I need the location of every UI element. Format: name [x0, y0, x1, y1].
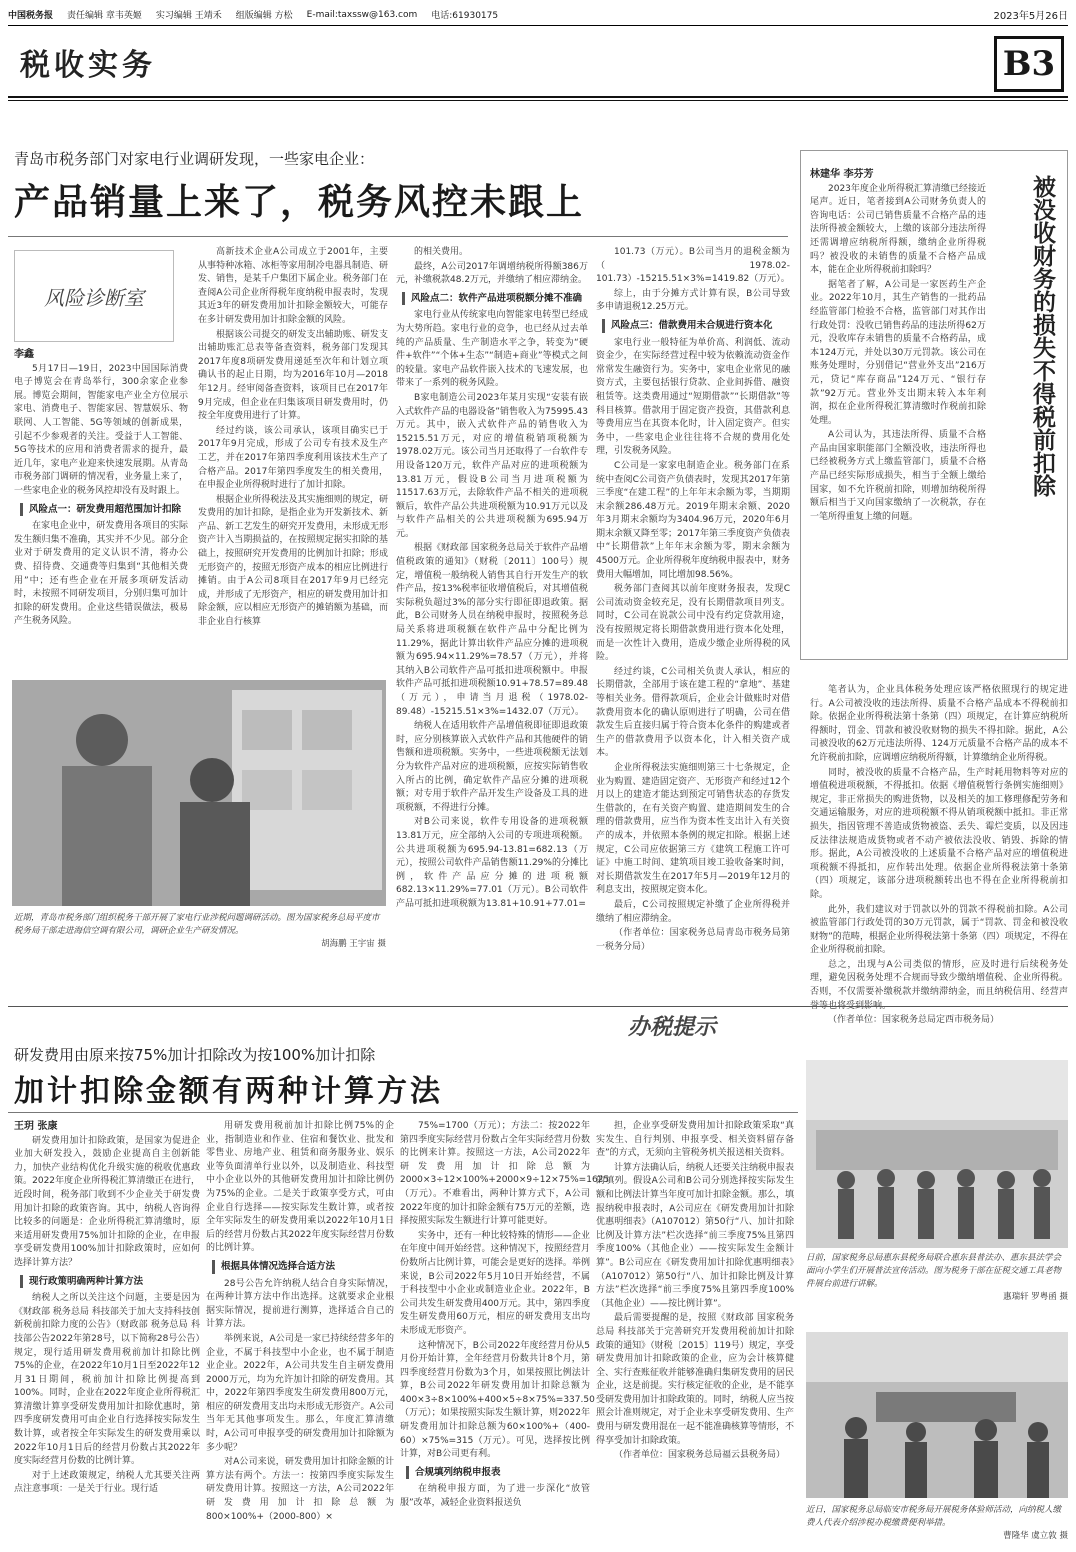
article2-col2 [206, 1120, 394, 1544]
photo-tax-education-caption [806, 1252, 1068, 1304]
article1-paragraph: 经过约谈，C公司相关负责人承认，相应的长期借款，全部用于该在建工程的“拿地”、基建等相关业务。借得款项后，企业会计做账时对借款费用资本化的确认原则进行了明确，公司在借款发生后直接归属于符合资本化条件的购建或者生产的借款费用予以资本化，计入相关资产成本。 [596, 666, 790, 759]
photo-tax-education-credit: 惠瑞轩 罗粤函 摄 [1003, 1292, 1068, 1302]
article2-paragraph: 研发费用加计扣除政策，是国家为促进企业加大研发投入，鼓励企业提高自主创新能力，加快产业结构优化升级实施的税收优惠政策。2022年度企业所得税汇算清缴正在进行，近段时间，税务部门收到不少企业关于研发费用加计扣除的政策咨询。其中，纳税人咨询得比较多的问题是：企业所得税汇算清缴时，原来适用研发费用75%加计扣除的企业，在申报享受研发费用100%加计扣除政策时，应如何选择计算方法？ [14, 1135, 200, 1268]
article1-subhead-3: 风险点三：借款费用未合规进行资本化 [602, 319, 790, 333]
article1-paragraph: 最后，C公司按照规定补缴了企业所得税并缴纳了相应滞纳金。 [596, 899, 790, 924]
article2-paragraph: 最后需要提醒的是，按照《财政部 国家税务总局 科技部关于完善研究开发费用税前加计扣除政策的通知》（财税〔2015〕119号）规定，享受研发费用加计扣除政策的企业，应为会计核算健全、实行查账征收并能够准确归集研发费用的居民企业，这是前提。实行核定征收的企业，是不能享受研发费用加计扣除政策的。同时，纳税人应当按照会计准则规定，对于企业未享受研发费用、生产费用与研发费用混在一起不能准确核算等情形，不得享受加计扣除政策。 [596, 1313, 795, 1446]
article1-paragraph: 根据《财政部 国家税务总局关于软件产品增值税政策的通知》（财税〔2011〕100号）规定，增值税一般纳税人销售其自行开发生产的软件产品，按13%税率征收增值税后，对其增值税实际税负超过3%的部分实行即征即退政策。据此，B公司财务人员在纳税申报时，按照税务总局关系将进项税额在软件产品中分配比例为11.29%，据此计算出软件产品应分摊的进项税额为695.94×11.29%=78.57（万元），并将其纳入B公司软件产品可抵扣进项税额中。申报软件产品可抵扣进项税额10.91+78.57=89.48（万元），申请当月退税（1978.02-89.48）-15215.51×3%=1432.07（万元）。 [396, 543, 588, 717]
column-logo-text: 风险诊断室 [44, 285, 144, 310]
sidebar-body-top [810, 168, 986, 678]
sidebar-paragraph: A公司认为，其违法所得、质量不合格产品由国家职能部门全额没收，违法所得也已经被税务方式上缴监管部门，质量不合格产品已经实际形成损失，相当于全额上缴给国家，如不允许税前扣除，则增加纳税所得额后相当于又向国家缴纳了一次税款，存在一笔所得重复上缴的问题。 [810, 430, 986, 522]
article2-paragraph: 75%=1700（万元）；方法二：按2022年第四季度实际经营月份数占全年实际经营月份数的比例来计算。按照这一方法，A公司2022年研发费用加计扣除总额为2000×3÷12×100%+2000×9÷12×75%=1625（万元）。不难看出，两种计算方式下，A公司2022年度的加计扣除金额有75万元的差额，选择按照实际发生额进行计算可能更好。 [400, 1121, 610, 1227]
photo-tax-experience-art [806, 1332, 1068, 1498]
article2-paragraph: 用研发费用税前加计扣除比例75%的企业，指制造业和作业、住宿和餐饮业、批发和零售业、房地产业、租赁和商务服务业、娱乐业等负面清单行业以外，以及制造业、科技型中小企业以外的其他研发费用加计扣除比例仍为75%的企业。二是关于政策享受方式，可由企业自行选择——按实际发生数计算，或者按全年实际发生的研发费用乘以2022年10月1日后的经营月份数占其2022年度实际经营月份数的比例计算。 [206, 1121, 394, 1254]
article1-paragraph: 纳税人在适用软件产品增值税即征即退政策时，应分别核算嵌入式软件产品和其他硬件的销售额和进项税额。实务中，一些进项税额无法划分为软件产品对应的进项税额，应按实际销售收入所占的比例，确定软件产品应分摊的进项税额；对专用于软件产品开发生产设备及工具的进项税额，不得进行分摊。 [396, 721, 588, 813]
article1-author: 李鑫 [14, 349, 34, 360]
masthead [8, 4, 1068, 26]
article2-col1 [14, 1120, 200, 1544]
article1-subhead-1: 风险点一：研发费用超范围加计扣除 [20, 503, 188, 517]
issue-date: 2023年5月26日 [993, 11, 1068, 22]
article1-paragraph: 5月17日—19日，2023中国国际消费电子博览会在青岛举行，300余家企业参展。博览会期间，智能家电产业全方位展示家电、消费电子、智能家居、智慧娱乐、物联网、人工智能、5G等领域的创新成果，引起不少参观者的关注。受益于人工智能、5G等技术的应用和消费者需求的提升，最近几年，家电产业迎来快速发展期。从青岛市税务部门调研的情况看，业务量上来了，一些家电企业的税务风控却没有及时跟上。 [14, 363, 188, 496]
sidebar-author: 林建华 李芬芳 [810, 169, 874, 180]
article1-kicker: 青岛市税务部门对家电行业调研发现，一些家电企业： [14, 150, 375, 168]
article2-paragraph: 担，企业享受研发费用加计扣除政策采取“真实发生、自行判别、申报享受、相关资料留存备查”的方式，无须向主管税务机关报送相关资料。 [596, 1121, 794, 1159]
article1-paragraph: B家电制造公司2023年某月实现“安装有嵌入式软件产品的电器设备”销售收入为75995.43万元。其中，嵌入式软件产品的销售收入为15215.51万元，对应的增值税销项税额为1978.02万元。该公司当月还取得了一台软件专用设备120万元，软件产品对应的进项税额为13.81万元，假设B公司当月进项税额为11517.63万元，去除软件产品不相关的进项税额后，软件产品公共进项税额为10.91万元以及与软件产品相关的公共进项税额为695.94万元。 [396, 392, 588, 539]
article1-col2 [198, 246, 388, 674]
article1-paragraph: 家电行业一般特征为单价高、利润低、流动资金少，在实际经营过程中较为依赖流动资金作常常发生融资行为。实务中，家电企业常见的融资方式，主要包括银行贷款、企业间拆借、融资租赁等。这类费用通过“短期借款”“长期借款”等科目核算。借款用于固定资产投资，其借款利息等费用应当在其资本化时，计入固定资产。但实务中，一些家电企业往往将不合规的费用化处理，引发税务风险。 [596, 337, 790, 457]
paper-name: 中国税务报 [8, 11, 54, 21]
article1-col1 [14, 348, 188, 674]
article1-paragraph: （作者单位：国家税务总局青岛市税务局第一税务分局） [596, 928, 790, 952]
article2-paragraph: 对A公司来说，研发费用加计扣除金额的计算方法有两个。方法一：按第四季度实际发生研发费用计算。按照这一方法，A公司2022年研发费用加计扣除总额为800×100%+（2000-800）× [206, 1457, 394, 1522]
article1-paragraph: 经过约谈，该公司承认，该项目确实已于2017年9月完成，形成了公司专有技术及生产工艺，并在2017年第四季度利用该技术生产了合格产品。2017年第四季度发生的相关费用，在申报企业所得税时进行了加计扣除。 [198, 425, 388, 491]
article1-title: 产品销量上来了，税务风控未跟上 [14, 181, 585, 223]
article1-photo-art [12, 680, 386, 906]
sidebar-title: 被没收财务的损失不得税前扣除 [1029, 175, 1056, 497]
article2-author: 王玥 张康 [14, 1121, 58, 1132]
article1-paragraph: 综上，由于分摊方式计算有误，B公司导致多申请退税12.25万元。 [596, 288, 790, 313]
article1-paragraph: 企业所得税法实施细则第三十七条规定，企业为购置、建造固定资产、无形资产和经过12个月以上的建造才能达到预定可销售状态的存货发生借款的，在有关资产购置、建造期间发生的合理的借款费用，应当作为资本性支出计入有关资产的成本，并依照本条例的规定扣除。根据上述规定，C公司应依据第三方《建筑工程施工许可证》中施工时间、建筑项目竣工验收备案时间，对长期借款发生在2017年5月—2019年12月的利息支出，按照规定资本化。 [596, 762, 790, 896]
section-title: 税收实务 [20, 48, 156, 83]
article2-banner-text: 办税提示 [628, 1014, 717, 1040]
photo-tax-experience-caption [806, 1504, 1068, 1543]
page-code: B3 [994, 36, 1064, 92]
sidebar-body-bottom [810, 684, 1068, 1026]
article2-subhead-1: 现行政策明确两种计算方法 [20, 1275, 200, 1289]
section-rule [8, 96, 1068, 98]
article2-paragraph: 28号公告允许纳税人结合自身实际情况，在两种计算方法中作出选择。这就要求企业根据实际情况，提前进行测算，选择适合自己的计算方法。 [206, 1278, 394, 1330]
photo-tax-experience-credit: 曹隆华 虞立敦 摄 [1003, 1531, 1068, 1541]
article1-subhead-2: 风险点二：软件产品进项税额分摊不准确 [402, 292, 588, 306]
article1-paragraph: 税务部门查阅其以前年度财务报表，发现C公司流动资金较充足，没有长期借款项目列支。同时，C公司在说款公司中没有约定贷款用途，没有按照规定将长期借款费用进行资本化处理，而是一次性计入费用，造成少缴企业所得税的风险。 [596, 584, 790, 663]
article1-photo-caption [14, 912, 386, 951]
section-rule-thin [8, 100, 1068, 101]
article2-paragraph: 这种情况下，B公司2022年度经营月份从5月份开始计算，全年经营月份数共计8个月，第四季度经营月份数为3个月，如果按照比例法计算，B公司2022年研发费用加计扣除总额为400×3÷8×100%+400×5÷8×75%=337.50（万元）；如果按照实际发生额计算，则2022年研发费用加计扣除总额为60×100%+（400-60）×75%=315（万元）。可见，选择按比例计算，对B公司更有利。 [400, 1340, 595, 1460]
article2-col4 [596, 1120, 794, 1544]
article2-paragraph: 纳税人之所以关注这个问题，主要是因为《财政部 税务总局 科技部关于加大支持科技创新税前扣除力度的公告》（财政部 税务总局 科技部公告2022年第28号，以下简称28号公告）规定，现行适用研发费用税前加计扣除比例75%的企业，在2022年10月1日至2022年12月31日期间，税前加计扣除比例提高到100%。同时，企业在2022年度企业所得税汇算清缴计算享受研发费用加计扣除优惠时，第四季度研发费用可由企业自行选择按实际发生数计算，或者按全年实际发生的研发费用乘以2022年10月1日后的经营月份数占其2022年度实际经营月份数的比例计算。 [14, 1293, 200, 1467]
photo-tax-education-art [806, 1060, 1068, 1248]
sidebar-paragraph: 此外，我们建议对于罚款以外的罚款不得税前扣除。A公司被监管部门行政处罚的30万元罚款，属于“罚款、罚金和被没收财物”的范畴，根据企业所得税法第十条第（四）项规定，不得在企业所得税前扣除。 [810, 904, 1068, 956]
article1-col3 [396, 246, 588, 1000]
sidebar-paragraph: 笔者认为，企业具体税务处理应该严格依照现行的规定进行。A公司被没收的违法所得、质量不合格产品成本不得税前扣除。依据企业所得税法第十条第（四）项规定，在计算应纳税所得额时，罚金、罚款和被没收财物的损失不得扣除。据此，A公司被没收的62万元违法所得、124万元质量不合格产品的成本不允许税前扣除，应调增应纳税所得额，计算缴纳企业所得税。 [810, 685, 1068, 763]
sidebar-paragraph: 同时，被没收的质量不合格产品，生产时耗用物料等对应的增值税进项税额，不得抵扣。依据《增值税暂行条例实施细则》规定，非正常损失的购进货物，以及相关的加工修理修配劳务和交通运输服务，对应的进项税额不得从销项税额中抵扣。非正常损失，指因管理不善造成货物被盗、丢失、霉烂变质，以及因违反法律法规造成货物或者不动产被依法没收、销毁、拆除的情形。据此，A公司被没收的上述质量不合格产品对应的增值税进项税额不得抵扣，应作转出处理。依据企业所得税法第十条第（四）项规定，该部分进项税额转出也不得在企业所得税前扣除。 [810, 767, 1068, 900]
photo-tax-experience [806, 1332, 1068, 1498]
article1-paragraph: 根据企业所得税法及其实施细则的规定，研发费用的加计扣除，是指企业为开发新技术、新产品、新工艺发生的研究开发费用，未形成无形资产计入当期损益的，在按照规定据实扣除的基础上，按照研究开发费用的比例加计扣除；形成无形资产的，按照无形资产成本的相应比例进行摊销。由于A公司8项目在2017年9月已经完成，并形成了无形资产，相应的研发费用加计扣除金额，应以相应无形资产的摊销额为基础，而非企业自行核算 [198, 494, 388, 628]
article2-banner [628, 1010, 798, 1050]
article1-paragraph: 的相关费用。 [414, 247, 469, 257]
article1-paragraph: 高新技术企业A公司成立于2001年，主要从事特种冰箱、冰柜等家用制冷电器具制造、研发、销售，是某千户集团下属企业。税务部门在查阅A公司企业所得税年度纳税申报表时，发现其近3年的研发费用加计扣除金额较大，可能存在多计研发费用加计扣除金额的风险。 [198, 247, 388, 325]
sidebar-paragraph: （作者单位：国家税务总局定西市税务局） [828, 1015, 1000, 1026]
article2-paragraph: （作者单位：国家税务总局福云县税务局） [614, 1450, 786, 1461]
article2-paragraph: 举例来说，A公司是一家已持续经营多年的企业，不属于科技型中小企业，也不属于制造业企业。2022年，A公司共发生自主研发费用2000万元，均为允许加计扣除的研发费用。其中，2022年第四季度发生研发费用800万元，相应的研发费用支出均未形成无形资产。A公司当年无其他事项发生。那么，年度汇算清缴时，A公司可申报享受的研发费用加计扣除额为多少呢？ [206, 1333, 394, 1453]
article2-title-rule [8, 1112, 798, 1113]
article2-subhead-2: 根据具体情况选择合适方法 [212, 1260, 394, 1274]
article1-photo [12, 680, 386, 906]
article1-paragraph: C公司是一家家电制造企业。税务部门在系统中查阅C公司资产负债表时，发现其2017年第三季度“在建工程”的上年年末余额为零，当期期末余额286.48万元。2019年期末余额、2020年3月期末余额均为3404.96万元，2020年6月期末余额又降至零；2017年第三季度资产负债表中“长期借款”上年年末余额为零，期末余额为4500万元。企业所得税年度纳税申报表中，财务费用大幅增加，同比增加98.56%。 [596, 460, 790, 580]
article1-paragraph: 根据该公司提交的研发支出辅助账、研发支出辅助账汇总表等备查资料，税务部门发现其2017年度8项研发费用递延至次年和计划立项确认书的起止日期，均为2016年10月—2018年12月。经审阅备查资料，该项目已在2017年9月完成，但企业在归集该项目研发费用时，仍按全年度费用进行了计算。 [198, 329, 388, 422]
article1-paragraph: 101.73（万元）。B公司当月的退税金额为（1978.02-101.73）-15215.51×3%=1419.82（万元）。 [596, 247, 790, 285]
article2-title: 加计扣除金额有两种计算方法 [14, 1074, 443, 1109]
photo-tax-education-caption-text: 日前，国家税务总局惠东县税务局联合惠东县普法办、惠东县法学会面向小学生们开展普法宣传活动。图为税务干部在征税交通工具老物件展台前进行讲解。 [806, 1253, 1062, 1289]
article1-paragraph: 最终，A公司2017年调增纳税所得额386万元，补缴税款48.2万元，并缴纳了相应滞纳金。 [396, 261, 588, 286]
article1-photo-caption-text: 近期，青岛市税务部门组织税务干部开展了家电行业涉税问题调研活动。图为国家税务总局平度市税务局干部走进海信空调有限公司，调研企业生产研发情况。 [14, 913, 380, 936]
photo-tax-education [806, 1060, 1068, 1248]
article2-paragraph: 计算方法确认后，纳税人还要关注纳税申报表的填列。假设A公司和B公司分别选择按实际发生额和比例法计算当年度可加计扣除金额。那么，填报纳税申报表时，A公司应在《研发费用加计扣除优惠明细表》（A107012）第50行“八、加计扣除比例及计算方法”栏次选择“前三季度75%且第四季度100%（其他企业）——按实际发生金额计算”。B公司应在《研发费用加计扣除优惠明细表》（A107012）第50行“八、加计扣除比例及计算方法”栏次选择“前三季度75%且第四季度100%（其他企业）——按比例计算”。 [596, 1162, 795, 1309]
article1-paragraph: 在家电企业中，研发费用各项目的实际发生额归集不准确，其实并不少见。部分企业对于研发费用的定义认识不清，将办公费、招待费、交通费等归集到“其他相关费用”中；还有些企业在开展多项研发活动时，未按照不同研发项目，分别归集可加计扣除的研发费用。企业这些错误做法，极易产生税务风险。 [14, 521, 188, 627]
column-logo [14, 250, 174, 342]
phone-text: 电话:61930175 [431, 11, 499, 21]
article2-paragraph: 实务中，还有一种比较特殊的情形——企业在年度中间开始经营。这种情况下，按照经营月份数所占比例计算，可能会是更好的选择。举例来说，B公司2022年5月10日开始经营，不属于科技型中小企业或制造业企业。2022年，B公司共发生研发费用400万元。其中，第四季度发生研发费用60万元，相应的研发费用支出均未形成无形资产。 [400, 1230, 590, 1336]
article2-col3 [400, 1120, 610, 1544]
article1-photo-credit: 胡海鹏 王宇宙 摄 [321, 939, 386, 949]
email-text: E-mail:taxssw@163.com [306, 9, 418, 20]
sidebar-paragraph: 2023年度企业所得税汇算清缴已经接近尾声。近日，笔者接到A公司财务负责人的咨询电话：公司已销售质量不合格产品的违法所得被金额较大，上缴的该部分违法所得还需调增应纳税所得额，缴纳企业所得税吗？被没收的未销售的质量不合格产品成本，能在企业所得税前扣除吗？ [810, 183, 986, 276]
story-divider [8, 1006, 1068, 1007]
sidebar-paragraph: 总之，出现与A公司类似的情形，应及时进行后续税务处理，避免因税务处理不合规而导致少缴纳增值税、企业所得税。否则，不仅需要补缴税款并缴纳滞纳金，而且纳税信用、经营声誉等也将受到影响。 [810, 959, 1068, 1011]
editor-credit: 责任编辑 章韦英姬 [67, 11, 142, 21]
intern-credit: 实习编辑 王靖禾 [155, 11, 222, 21]
sidebar-paragraph: 据笔者了解，A公司是一家医药生产企业。2022年10月，其生产销售的一批药品经监管部门检验不合格，监管部门对其作出行政处罚：没收已销售药品的违法所得62万元，没收库存未销售的质量不合格药品，成本124万元，并处以30万元罚款。该公司在账务处理时，分别借记“营业外支出”216万元，贷记“库存商品”124万元、“银行存款”92万元。营业外支出期末转入本年利润，拟在企业所得税汇算清缴时作税前扣除处理。 [810, 279, 986, 426]
article1-paragraph: 对B公司来说，软件专用设备的进项税额13.81万元，应全部纳入公司的专项进项税额。公共进项税额为695.94-13.81=682.13（万元），按照公司软件产品销售额11.29%的分摊比例，软件产品应分摊的进项税额682.13×11.29%=77.01（万元）。B公司软件产品可抵扣进项税额为13.81+10.91+77.01= [396, 817, 588, 909]
article1-title-rule [8, 236, 788, 237]
article2-paragraph: 在纳税申报方面，为了进一步深化“放管服”改革，减轻企业资料报送负 [400, 1484, 590, 1509]
designer-credit: 组版编辑 方松 [235, 11, 293, 21]
article1-paragraph: 家电行业从传统家电向智能家电转型已经成为大势所趋。家电行业的竞争，也已经从过去单纯的产品质量、生产制造水平之争，转变为“硬件+软件”“个体+生态”“制造+商业”等模式之间的较量。家电产品软件嵌入技术的飞速发展，也带来了一系列的税务风险。 [396, 310, 588, 389]
article1-col4 [596, 246, 790, 1000]
article2-paragraph: 对于上述政策规定，纳税人尤其要关注两点注意事项：一是关于行业。现行适 [14, 1470, 200, 1495]
photo-tax-experience-caption-text: 近日，国家税务总局临安市税务局开展税务体验师活动，向纳税人缴费人代表介绍涉税办税缴费便利举措。 [806, 1505, 1062, 1528]
article2-subhead-3: 合规填列纳税申报表 [406, 1466, 590, 1480]
section-header [8, 30, 1068, 102]
article2-kicker: 研发费用由原来按75%加计扣除改为按100%加计扣除 [14, 1046, 376, 1064]
